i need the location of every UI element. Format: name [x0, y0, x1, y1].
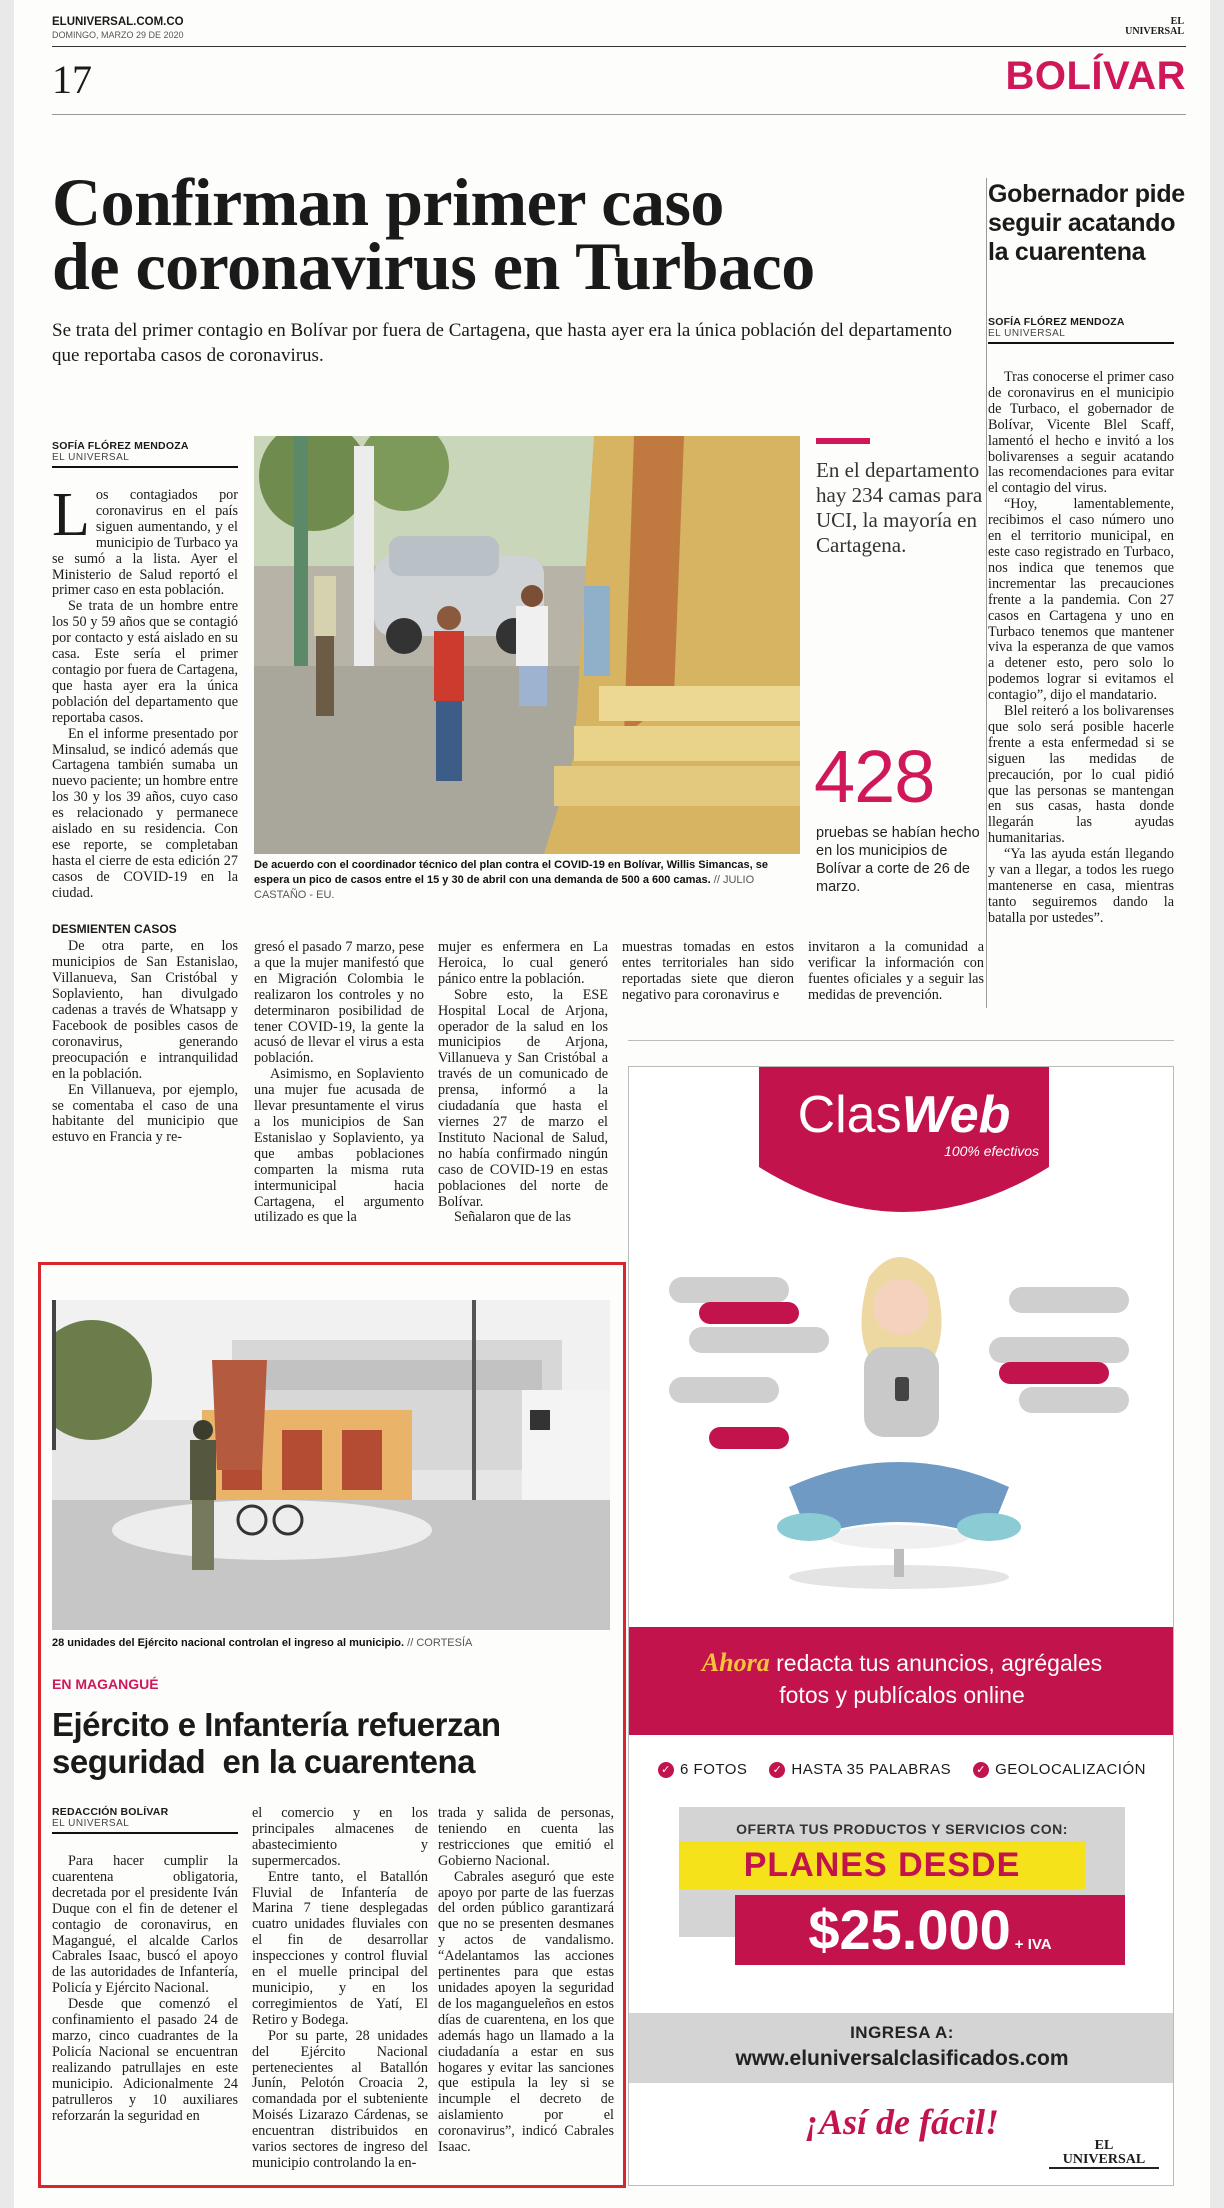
check-icon: ✓: [973, 1762, 989, 1778]
street-scene-photo: [254, 436, 800, 854]
paragraph: Señalaron que de las: [454, 1209, 572, 1226]
paragraph: Desde que comenzó el confinamiento el pasado 24 de marzo, cinco cuadrantes de la Policía Nacional se encuentran realizando patrullajes en este municipio. Adicionalmente 24 patrulleros y 10 auxiliares reforzarán la seguridad en: [52, 1996, 238, 2124]
soldier-street-photo: [52, 1300, 610, 1630]
logo-line-1: EL: [1170, 16, 1184, 27]
site-url[interactable]: ELUNIVERSAL.COM.CO: [52, 16, 184, 28]
stat-text: pruebas se habían hecho en los municipios de Bolívar a corte de 26 de marzo.: [816, 825, 980, 895]
masthead-logo: [1074, 16, 1184, 37]
byline-author: REDACCIÓN BOLÍVAR: [52, 1806, 169, 1818]
main-photo-caption: [254, 858, 800, 903]
check-icon: ✓: [658, 1762, 674, 1778]
side-body: [988, 370, 1174, 927]
headline-line-2: seguridad en la cuarentena: [52, 1743, 475, 1780]
byline-org: EL UNIVERSAL: [52, 452, 130, 463]
feature-label: 6 FOTOS: [680, 1761, 748, 1778]
main-column-5: [808, 940, 984, 1004]
subhead: DESMIENTEN CASOS: [52, 921, 177, 936]
paragraph: Tras conocerse el primer caso de coronavirus en el municipio de Turbaco, el gobernador de Bolívar, Vicente Blel Scaff, lamentó el hecho e invitó a los bolivarenses a seguir acatando las recomendaciones para evitar el contagio del virus.: [988, 369, 1174, 497]
ad-top-rule: [628, 1040, 1174, 1041]
ad-logo: [1049, 2139, 1159, 2169]
section-rule: [52, 114, 1186, 115]
ad-offer-text: OFERTA TUS PRODUCTOS Y SERVICIOS CON:: [736, 1821, 1068, 1837]
magangue-headline: [52, 1706, 622, 1780]
magangue-byline: [52, 1806, 238, 1834]
brand-web: Web: [901, 1086, 1011, 1144]
headline-line-1: Ejército e Infantería refuerzan: [52, 1706, 501, 1743]
page-number: 17: [52, 57, 92, 102]
main-column-4: [622, 940, 794, 1004]
side-byline: [988, 316, 1174, 344]
column-divider: [986, 178, 987, 1008]
stat-number: 428: [814, 735, 935, 818]
woman-with-phone-illustration: [669, 1237, 1129, 1607]
paragraph: Para hacer cumplir la cuarentena obligatoria, decretada por el presidente Iván Duque con el fin de detener el contagio de coronavirus, en Magangué, el alcalde Carlos Cabrales Isaac, buscó el apoyo de las autoridades de Infantería, Policía y Ejército Nacional.: [52, 1853, 238, 1997]
paragraph: En Villanueva, por ejemplo, se comentaba el caso de una habitante del municipio que estuvo en Francia y re-: [52, 1081, 238, 1146]
clasweb-advertisement[interactable]: [628, 1066, 1174, 2186]
ad-price: [735, 1899, 1125, 1976]
ad-tagline: 100% efectivos: [944, 1143, 1039, 1159]
paragraph: mujer es enfermera en La Heroica, lo cual generó pánico entre la población.: [438, 939, 608, 987]
side-headline: Gobernador pide seguir acatando la cuarentena: [988, 180, 1185, 266]
main-headline: [52, 164, 992, 304]
paragraph: gresó el pasado 7 marzo, pese a que la mujer manifestó que en Migración Colombia le realizaron los controles y no determinaron posibilidad de tener COVID-19, la gente la acusó de llevar el virus a esta población.: [254, 939, 424, 1067]
paragraph: Asimismo, en Soplaviento una mujer fue acusada de llevar presuntamente el virus a los municipios de San Estanislao y Soplaviento, ya que ambas poblaciones comparten la misma ruta intermunicipal hacia Cartagena, el argumento utilizado es que la: [254, 1066, 424, 1226]
issue-date: DOMINGO, MARZO 29 DE 2020: [52, 30, 184, 40]
ad-banner: [629, 1627, 1174, 1735]
paragraph: el comercio y en los principales almacenes de abastecimiento y supermercados.: [252, 1805, 428, 1869]
pull-quote-bar: [816, 438, 870, 444]
headline-line-2: de coronavirus en Turbaco: [52, 228, 815, 304]
banner-ahora: Ahora: [701, 1648, 770, 1677]
main-deck: Se trata del primer contagio en Bolívar por fuera de Cartagena, que hasta ayer era la única población del departamento que reportaba casos de coronavirus.: [52, 320, 952, 366]
byline-author: SOFÍA FLÓREZ MENDOZA: [988, 316, 1125, 328]
feature-item: [769, 1761, 951, 1778]
paragraph: invitaron a la comunidad a verificar la información con fuentes oficiales y a seguir las medidas de prevención.: [808, 939, 984, 1003]
paragraph: muestras tomadas en estos entes territoriales han sido reportadas siete que dieron negativo para coronavirus e: [622, 939, 794, 1003]
brand-clas: Clas: [797, 1086, 902, 1144]
ad-features: [629, 1761, 1174, 1778]
paragraph: Por su parte, 28 unidades del Ejército Nacional pertenecientes al Batallón Junín, Pelotón Croacia 2, comandada por el subteniente Moisés Lizarazo Cárdenas, se encuentran distribuidos en varios sectores de ingreso del municipio controlando la en-: [252, 2027, 428, 2171]
paragraph: Se trata de un hombre entre los 50 y 59 años que se contagió por contacto y está aislado en su casa. Este sería el primer contagio por fuera de Cartagena, que hasta ayer era la única población del departamento que reportaba casos.: [52, 598, 238, 726]
magangue-column-3: [438, 1806, 614, 2156]
main-byline: [52, 440, 238, 468]
byline-author: SOFÍA FLÓREZ MENDOZA: [52, 440, 189, 452]
banner-line-1: redacta tus anuncios, agrégales: [776, 1650, 1103, 1676]
masthead-rule: [52, 46, 1186, 47]
price-suffix: + IVA: [1014, 1936, 1052, 1953]
section-title: BOLÍVAR: [1005, 54, 1186, 98]
magangue-photo: [52, 1300, 610, 1630]
ad-ingresa: INGRESA A:: [850, 2023, 954, 2042]
newspaper-page: [14, 0, 1210, 2208]
magangue-column-2: [252, 1806, 428, 2172]
price-value: $25.000: [808, 1898, 1011, 1961]
magangue-column-1: [52, 1854, 238, 2124]
main-column-1: [52, 481, 238, 1146]
paragraph: Blel reiteró a los bolivarenses que solo será posible hacerle frente a esta enfermedad si se siguen las medidas de precaución, por lo cual pidió que las personas se mantengan en sus casas, hasta donde llegarán las ayudas humanitarias.: [988, 703, 1174, 847]
paragraph: os contagiados por coronavirus en el país siguen aumentando, y el municipio de Turbaco ya se sumó a la lista. Ayer el Ministerio de Salud reportó el primer caso en esta población.: [52, 487, 238, 599]
paragraph: Cabrales aseguró que este apoyo por parte de las fuerzas del orden público garantizará que no se presenten desmanes y actos de vandalismo. “Adelantamos las acciones pertinentes para que estas unidades apoyen la seguridad de los magangueleños en estos días de cuarentena, en los que además hago un llamado a la ciudadanía a estar en sus hogares y evitar las sanciones que estipula la ley si se incumple el decreto de aislamiento por el coronavirus”, indicó Cabrales Isaac.: [438, 1868, 614, 2156]
caption-text: 28 unidades del Ejército nacional controlan el ingreso al municipio.: [52, 1637, 405, 1649]
byline-org: EL UNIVERSAL: [988, 328, 1066, 339]
pull-quote: En el departamento hay 234 camas para UCI, la mayoría en Cartagena.: [816, 458, 983, 557]
ad-url-link[interactable]: www.eluniversalclasificados.com: [735, 2047, 1069, 2070]
feature-label: GEOLOCALIZACIÓN: [995, 1761, 1146, 1778]
feature-item: [973, 1761, 1146, 1778]
paragraph: “Hoy, lamentablemente, recibimos el caso número uno en el territorio municipal, en este caso registrado en Turbaco, nos indica que tenemos que incrementar las precauciones frente a la pandemia. Con 27 casos en Cartagena y uno en Turbaco tenemos que mantener viva la esperanza de que vamos a detener esto, pero solo lo podemos lograr si evitamos el contagio”, dijo el mandatario.: [988, 496, 1174, 704]
check-icon: ✓: [769, 1762, 785, 1778]
paragraph: “Ya las ayuda están llegando y van a llegar, a todos les ruego mantenerse en casa, mientras tanto seguiremos dando la batalla por ustedes”.: [988, 846, 1174, 926]
magangue-photo-caption: [52, 1636, 610, 1651]
paragraph: trada y salida de personas, teniendo en cuenta las restricciones que emitió el Gobierno Nacional.: [438, 1805, 614, 1869]
ad-slogan: ¡Así de fácil!: [805, 2102, 999, 2142]
feature-item: [658, 1761, 747, 1778]
main-photo: [254, 436, 800, 854]
feature-label: HASTA 35 PALABRAS: [791, 1761, 952, 1778]
magangue-kicker: EN MAGANGUÉ: [52, 1676, 159, 1692]
paragraph: Sobre esto, la ESE Hospital Local de Arjona, operador de la salud en los municipios de Arjona, Villanueva y San Cristóbal a través de un comunicado de prensa, informó a la ciudadanía que hasta el viernes 27 de marzo el Instituto Nacional de Salud, no había confirmado ningún caso de COVID-19 en estas poblaciones del norte de Bolívar.: [438, 986, 608, 1210]
paragraph: De otra parte, en los municipios de San Estanislao, Villanueva, San Cristóbal y Soplaviento, han divulgado cadenas a través de Whatsapp y Facebook de posibles casos de coronavirus, generando preocupación e intranquilidad en la población.: [52, 938, 238, 1082]
paragraph: Entre tanto, el Batallón Fluvial de Infantería de Marina 7 tiene desplegadas cuatro unidades fluviales con el fin de desarrollar inspecciones y control fluvial en el muelle principal del municipio, y en los corregimientos de Yatí, El Retiro y Bodega.: [252, 1868, 428, 2028]
paragraph: En el informe presentado por Minsalud, se indicó además que Cartagena también sumaba un nuevo paciente; un hombre entre los 30 y los 39 años, cuyo caso es relacionado y permanece aislado en su residencia. Con ese reporte, se completaban hasta el cierre de esta edición 27 casos de COVID-19 en la ciudad.: [52, 725, 238, 901]
caption-text: De acuerdo con el coordinador técnico del plan contra el COVID-19 en Bolívar, Willis Simancas, se espera un pico de casos entre el 15 y 30 de abril con una demanda de 500 a 600 camas.: [254, 859, 768, 886]
photo-credit: // JULIO CASTAÑO - EU.: [254, 874, 755, 901]
logo-line-2: UNIVERSAL: [1125, 26, 1184, 37]
drop-cap: L: [52, 481, 90, 549]
main-column-3: [438, 940, 608, 1226]
main-column-2: [254, 940, 424, 1226]
byline-org: EL UNIVERSAL: [52, 1818, 130, 1829]
ad-planes-desde: PLANES DESDE: [679, 1841, 1085, 1889]
headline-line-1: Confirman primer caso: [52, 164, 724, 240]
ad-brand-logo: [759, 1087, 1049, 1143]
logo-line-1: EL: [1094, 2138, 1114, 2153]
banner-line-2: fotos y publícalos online: [779, 1682, 1025, 1708]
photo-credit: // CORTESÍA: [407, 1637, 473, 1649]
logo-line-2: UNIVERSAL: [1049, 2153, 1159, 2169]
